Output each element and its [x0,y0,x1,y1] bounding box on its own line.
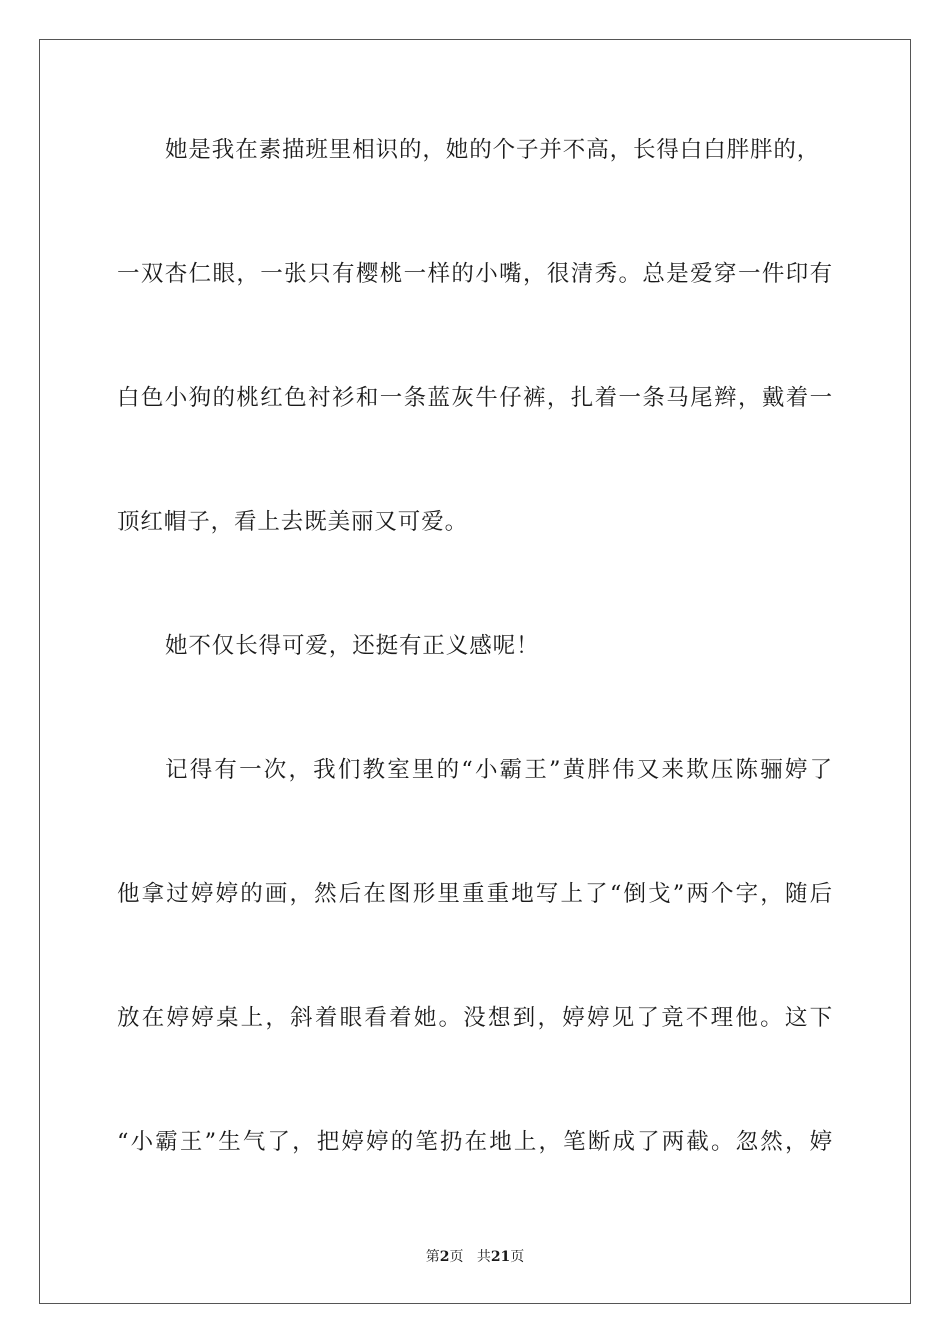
total-page-count: 21 [490,1249,511,1265]
footer-page-suffix: 页 [449,1249,464,1265]
paragraph-3-line-1: 记得有一次，我们教室里的“小霸王”黄胖伟又来欺压陈骊婷了 [165,757,833,783]
paragraph-3-line-4: “小霸王”生气了，把婷婷的笔扔在地上，笔断成了两截。忽然，婷 [117,1129,833,1155]
paragraph-1-line-1: 她是我在素描班里相识的，她的个子并不高，长得白白胖胖的， [165,137,821,163]
footer-total-suffix: 页 [510,1249,525,1265]
footer-total-prefix: 共 [476,1249,491,1265]
paragraph-2-line-1: 她不仅长得可爱，还挺有正义感呢！ [165,633,540,659]
paragraph-3-line-2: 他拿过婷婷的画，然后在图形里重重地写上了“倒戈”两个字，随后 [117,881,833,907]
paragraph-1-line-4: 顶红帽子，看上去既美丽又可爱。 [117,509,469,535]
page-footer [0,1247,950,1267]
paragraph-1-line-2: 一双杏仁眼，一张只有樱桃一样的小嘴，很清秀。总是爱穿一件印有 [117,261,833,287]
paragraph-1-line-3: 白色小狗的桃红色衬衫和一条蓝灰牛仔裤，扎着一条马尾辫，戴着一 [117,385,833,411]
footer-prefix: 第 [425,1249,440,1265]
paragraph-3-line-3: 放在婷婷桌上，斜着眼看着她。没想到，婷婷见了竟不理他。这下 [117,1005,833,1031]
current-page-number: 2 [439,1249,450,1265]
page-border [39,39,911,1304]
